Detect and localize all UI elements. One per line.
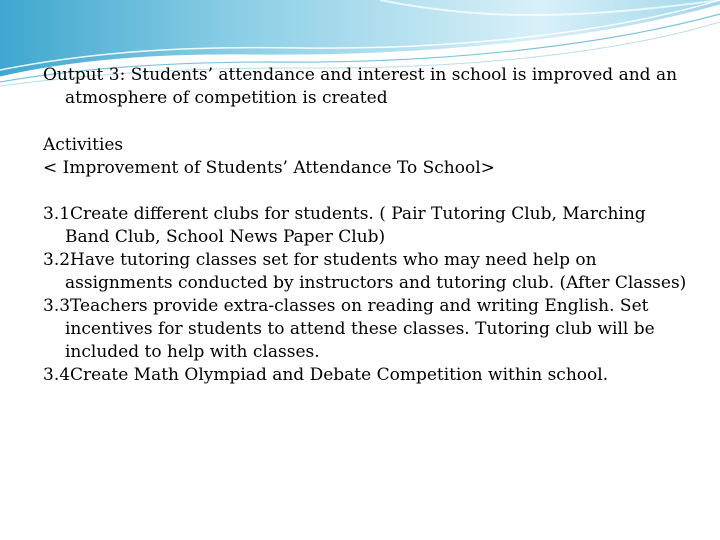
activity-item: 3.4Create Math Olympiad and Debate Competition within school. [43, 365, 609, 385]
activities-subtitle: < Improvement of Students’ Attendance To School> [43, 158, 495, 178]
spacer [43, 110, 693, 134]
spacer [43, 180, 693, 203]
activity-item: 3.2Have tutoring classes set for students who may need help on assignments conducted by instructors and tutoring club. (After Classes) [43, 250, 687, 293]
output-heading: Output 3: Students’ attendance and interest in school is improved and an atmosphere of competition is created [43, 65, 678, 108]
activity-item: 3.1Create different clubs for students. ( Pair Tutoring Club, Marching Band Club, School News Paper Club) [43, 204, 646, 247]
activity-item: 3.3Teachers provide extra-classes on reading and writing English. Set incentives for students to attend these classes. Tutoring club will be included to help with classes. [43, 296, 655, 362]
slide-content [43, 64, 693, 387]
activities-label: Activities [43, 135, 124, 155]
